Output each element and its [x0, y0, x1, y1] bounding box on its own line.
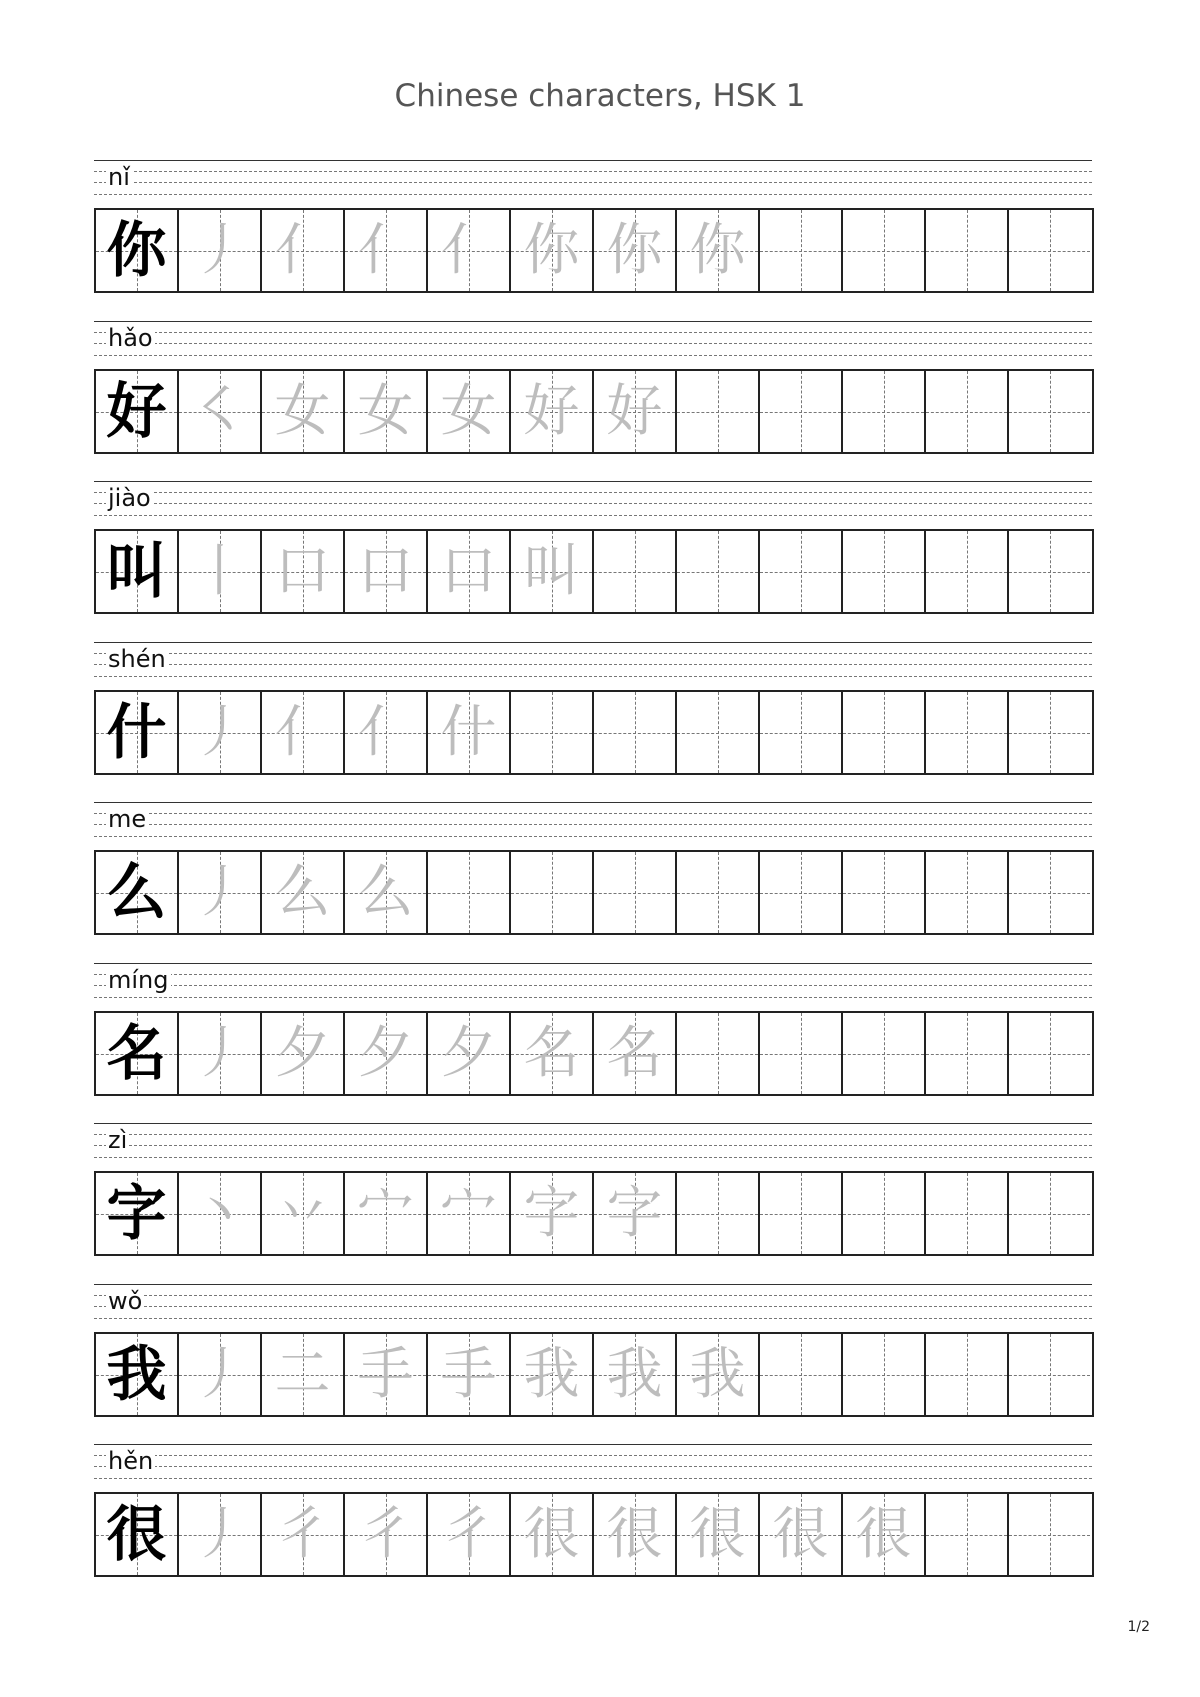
practice-cell[interactable]	[760, 210, 843, 291]
guide-line	[94, 182, 1092, 183]
model-character-cell	[96, 1334, 179, 1415]
stroke-order-step: 你	[606, 217, 663, 283]
stroke-order-step: 丿	[191, 1341, 248, 1407]
practice-cell[interactable]	[1009, 210, 1090, 291]
stroke-order-step: 女	[357, 378, 414, 444]
practice-cell[interactable]	[428, 1494, 511, 1575]
stroke-order-step: 你	[523, 217, 580, 283]
tian-grid	[94, 529, 1094, 614]
practice-cell[interactable]	[677, 1334, 760, 1415]
practice-cell[interactable]	[843, 1494, 926, 1575]
practice-row	[94, 802, 1092, 942]
practice-cell[interactable]	[345, 371, 428, 452]
stroke-order-step: 我	[689, 1341, 746, 1407]
guide-line	[94, 481, 1092, 482]
stroke-order-step: 口	[440, 538, 497, 604]
practice-cell[interactable]	[843, 210, 926, 291]
practice-cell[interactable]	[428, 1334, 511, 1415]
practice-cell[interactable]	[179, 692, 262, 773]
practice-cell[interactable]	[511, 1173, 594, 1254]
pinyin-guide	[94, 802, 1092, 840]
stroke-order-step: 我	[606, 1341, 663, 1407]
guide-line	[94, 1295, 1092, 1296]
practice-cell[interactable]	[1009, 1334, 1090, 1415]
practice-cell[interactable]	[511, 1013, 594, 1094]
practice-cell[interactable]	[179, 1173, 262, 1254]
pinyin-guide	[94, 321, 1092, 359]
pinyin-guide	[94, 1123, 1092, 1161]
practice-cell[interactable]	[843, 371, 926, 452]
practice-cell[interactable]	[345, 210, 428, 291]
stroke-order-step: 字	[606, 1180, 663, 1246]
model-character-cell	[96, 531, 179, 612]
practice-cell[interactable]	[179, 1013, 262, 1094]
practice-cell[interactable]	[345, 1334, 428, 1415]
stroke-order-step: 手	[440, 1341, 497, 1407]
guide-line	[94, 813, 1092, 814]
stroke-order-step: 二	[274, 1341, 331, 1407]
practice-cell[interactable]	[179, 1494, 262, 1575]
pinyin-guide	[94, 1284, 1092, 1322]
stroke-order-step: 丨	[191, 538, 248, 604]
practice-cell[interactable]	[511, 371, 594, 452]
guide-line	[94, 664, 1092, 665]
practice-cell[interactable]	[594, 1013, 677, 1094]
stroke-order-step: 你	[689, 217, 746, 283]
practice-cell[interactable]	[843, 1334, 926, 1415]
stroke-order-step: 亻	[274, 699, 331, 765]
tian-grid	[94, 850, 1094, 935]
guide-line	[94, 160, 1092, 161]
stroke-order-step: 好	[523, 378, 580, 444]
pinyin-label: wǒ	[108, 1287, 143, 1315]
guide-line	[94, 824, 1092, 825]
guide-line	[94, 343, 1092, 344]
guide-line	[94, 503, 1092, 504]
guide-line	[94, 321, 1092, 322]
practice-cell[interactable]	[760, 852, 843, 933]
practice-cell[interactable]	[1009, 692, 1090, 773]
practice-cell[interactable]	[428, 371, 511, 452]
practice-row	[94, 481, 1092, 621]
practice-cell[interactable]	[345, 531, 428, 612]
stroke-order-step: 亻	[440, 217, 497, 283]
tian-grid	[94, 1171, 1094, 1256]
stroke-order-step: 彳	[357, 1501, 414, 1567]
stroke-order-step: 彳	[440, 1501, 497, 1567]
guide-line	[94, 492, 1092, 493]
model-character-cell	[96, 692, 179, 773]
practice-cell[interactable]	[262, 531, 345, 612]
guide-line	[94, 963, 1092, 964]
practice-cell[interactable]	[760, 531, 843, 612]
practice-cell[interactable]	[1009, 1013, 1090, 1094]
practice-cell[interactable]	[677, 852, 760, 933]
practice-cell[interactable]	[428, 852, 511, 933]
stroke-order-step: 亻	[357, 217, 414, 283]
practice-cell[interactable]	[926, 692, 1009, 773]
pinyin-guide	[94, 642, 1092, 680]
pinyin-label: me	[108, 805, 147, 833]
pinyin-label: nǐ	[108, 163, 130, 191]
model-character: 字	[106, 1178, 167, 1249]
practice-cell[interactable]	[926, 1494, 1009, 1575]
practice-cell[interactable]	[677, 1173, 760, 1254]
stroke-order-step: 很	[689, 1501, 746, 1567]
stroke-order-step: 女	[440, 378, 497, 444]
stroke-order-step: ㇛	[191, 378, 248, 444]
stroke-order-step: 很	[523, 1501, 580, 1567]
stroke-order-step: 丿	[191, 1020, 248, 1086]
guide-line	[94, 1306, 1092, 1307]
stroke-order-step: 丿	[191, 1501, 248, 1567]
practice-cell[interactable]	[428, 692, 511, 773]
practice-cell[interactable]	[179, 852, 262, 933]
practice-cell[interactable]	[428, 1013, 511, 1094]
guide-line	[94, 676, 1092, 677]
model-character-cell	[96, 1173, 179, 1254]
page-title: Chinese characters, HSK 1	[394, 78, 806, 114]
pinyin-guide	[94, 481, 1092, 519]
practice-cell[interactable]	[511, 852, 594, 933]
stroke-order-step: 亻	[274, 217, 331, 283]
stroke-order-step: 手	[357, 1341, 414, 1407]
practice-cell[interactable]	[179, 371, 262, 452]
stroke-order-step: 夕	[440, 1020, 497, 1086]
guide-line	[94, 1157, 1092, 1158]
practice-cell[interactable]	[760, 1013, 843, 1094]
stroke-order-step: 名	[606, 1020, 663, 1086]
guide-line	[94, 1145, 1092, 1146]
model-character-cell	[96, 852, 179, 933]
model-character-cell	[96, 210, 179, 291]
practice-cell[interactable]	[1009, 371, 1090, 452]
pinyin-label: hǎo	[108, 324, 153, 352]
practice-cell[interactable]	[1009, 1173, 1090, 1254]
stroke-order-step: 什	[440, 699, 497, 765]
practice-cell[interactable]	[262, 371, 345, 452]
practice-cell[interactable]	[511, 210, 594, 291]
guide-line	[94, 653, 1092, 654]
pinyin-label: míng	[108, 966, 169, 994]
guide-line	[94, 1123, 1092, 1124]
stroke-order-step: 很	[855, 1501, 912, 1567]
practice-cell[interactable]	[926, 531, 1009, 612]
stroke-order-step: 很	[772, 1501, 829, 1567]
practice-cell[interactable]	[428, 1173, 511, 1254]
stroke-order-step: 么	[357, 859, 414, 925]
practice-cell[interactable]	[345, 1494, 428, 1575]
practice-cell[interactable]	[594, 371, 677, 452]
practice-cell[interactable]	[760, 371, 843, 452]
practice-cell[interactable]	[926, 371, 1009, 452]
practice-row	[94, 1444, 1092, 1584]
guide-line	[94, 1134, 1092, 1135]
stroke-order-step: 好	[606, 378, 663, 444]
practice-cell[interactable]	[677, 371, 760, 452]
tian-grid	[94, 1332, 1094, 1417]
practice-cell[interactable]	[345, 852, 428, 933]
practice-cell[interactable]	[594, 210, 677, 291]
tian-grid	[94, 1011, 1094, 1096]
guide-line	[94, 802, 1092, 803]
guide-line	[94, 1284, 1092, 1285]
stroke-order-step: 名	[523, 1020, 580, 1086]
practice-cell[interactable]	[262, 210, 345, 291]
guide-line	[94, 642, 1092, 643]
practice-row	[94, 1123, 1092, 1263]
stroke-order-step: 丿	[191, 699, 248, 765]
stroke-order-step: 丿	[191, 859, 248, 925]
stroke-order-step: 叫	[523, 538, 580, 604]
practice-row	[94, 963, 1092, 1103]
practice-cell[interactable]	[594, 531, 677, 612]
stroke-order-step: 彳	[274, 1501, 331, 1567]
stroke-order-step: 宀	[357, 1180, 414, 1246]
practice-row	[94, 642, 1092, 782]
stroke-order-step: 女	[274, 378, 331, 444]
tian-grid	[94, 208, 1094, 293]
tian-grid	[94, 690, 1094, 775]
model-character-cell	[96, 371, 179, 452]
pinyin-label: shén	[108, 645, 166, 673]
practice-cell[interactable]	[262, 692, 345, 773]
guide-line	[94, 997, 1092, 998]
stroke-order-step: 亻	[357, 699, 414, 765]
practice-cell[interactable]	[262, 1334, 345, 1415]
practice-cell[interactable]	[926, 1013, 1009, 1094]
stroke-order-step: 丿	[191, 217, 248, 283]
practice-cell[interactable]	[677, 1013, 760, 1094]
practice-cell[interactable]	[760, 1173, 843, 1254]
stroke-order-step: 么	[274, 859, 331, 925]
practice-cell[interactable]	[843, 692, 926, 773]
model-character: 什	[106, 697, 167, 768]
practice-cell[interactable]	[1009, 852, 1090, 933]
stroke-order-step: 夕	[357, 1020, 414, 1086]
practice-cell[interactable]	[594, 692, 677, 773]
guide-line	[94, 332, 1092, 333]
stroke-order-step: 很	[606, 1501, 663, 1567]
pinyin-label: jiào	[108, 484, 151, 512]
model-character-cell	[96, 1494, 179, 1575]
guide-line	[94, 1466, 1092, 1467]
practice-cell[interactable]	[677, 210, 760, 291]
practice-cell[interactable]	[345, 1173, 428, 1254]
model-character: 很	[106, 1499, 167, 1570]
practice-cell[interactable]	[760, 1494, 843, 1575]
stroke-order-step: 口	[357, 538, 414, 604]
practice-cell[interactable]	[511, 1334, 594, 1415]
stroke-order-step: 我	[523, 1341, 580, 1407]
pinyin-label: zì	[108, 1126, 128, 1154]
model-character: 么	[106, 857, 167, 928]
practice-cell[interactable]	[843, 1013, 926, 1094]
practice-cell[interactable]	[760, 692, 843, 773]
guide-line	[94, 985, 1092, 986]
practice-cell[interactable]	[926, 852, 1009, 933]
practice-cell[interactable]	[428, 210, 511, 291]
guide-line	[94, 1318, 1092, 1319]
practice-cell[interactable]	[594, 1334, 677, 1415]
practice-cell[interactable]	[262, 1173, 345, 1254]
guide-line	[94, 194, 1092, 195]
model-character: 好	[106, 376, 167, 447]
pinyin-guide	[94, 963, 1092, 1001]
practice-cell[interactable]	[511, 531, 594, 612]
pinyin-guide	[94, 160, 1092, 198]
practice-cell[interactable]	[1009, 531, 1090, 612]
practice-cell[interactable]	[594, 1173, 677, 1254]
guide-line	[94, 836, 1092, 837]
model-character: 名	[106, 1018, 167, 1089]
practice-cell[interactable]	[1009, 1494, 1090, 1575]
practice-cell[interactable]	[428, 531, 511, 612]
practice-cell[interactable]	[843, 1173, 926, 1254]
guide-line	[94, 1455, 1092, 1456]
stroke-order-step: 口	[274, 538, 331, 604]
stroke-order-step: 字	[523, 1180, 580, 1246]
model-character: 我	[106, 1339, 167, 1410]
practice-cell[interactable]	[926, 1173, 1009, 1254]
practice-cell[interactable]	[677, 1494, 760, 1575]
practice-row	[94, 160, 1092, 300]
practice-cell[interactable]	[345, 692, 428, 773]
stroke-order-step: 丷	[274, 1180, 331, 1246]
practice-row	[94, 1284, 1092, 1424]
stroke-order-step: 丶	[191, 1180, 248, 1246]
guide-line	[94, 515, 1092, 516]
model-character-cell	[96, 1013, 179, 1094]
pinyin-guide	[94, 1444, 1092, 1482]
tian-grid	[94, 1492, 1094, 1577]
practice-cell[interactable]	[262, 852, 345, 933]
guide-line	[94, 171, 1092, 172]
pinyin-label: hěn	[108, 1447, 154, 1475]
page-number: 1/2	[1127, 1619, 1150, 1635]
practice-cell[interactable]	[594, 852, 677, 933]
guide-line	[94, 1478, 1092, 1479]
practice-cell[interactable]	[179, 1334, 262, 1415]
practice-cell[interactable]	[179, 531, 262, 612]
practice-cell[interactable]	[345, 1013, 428, 1094]
practice-cell[interactable]	[677, 692, 760, 773]
model-character: 叫	[106, 536, 167, 607]
practice-cell[interactable]	[926, 1334, 1009, 1415]
tian-grid	[94, 369, 1094, 454]
model-character: 你	[106, 215, 167, 286]
practice-cell[interactable]	[262, 1494, 345, 1575]
stroke-order-step: 宀	[440, 1180, 497, 1246]
practice-cell[interactable]	[262, 1013, 345, 1094]
practice-cell[interactable]	[179, 210, 262, 291]
practice-cell[interactable]	[760, 1334, 843, 1415]
practice-cell[interactable]	[843, 531, 926, 612]
stroke-order-step: 夕	[274, 1020, 331, 1086]
practice-cell[interactable]	[677, 531, 760, 612]
practice-cell[interactable]	[594, 1494, 677, 1575]
guide-line	[94, 355, 1092, 356]
practice-row	[94, 321, 1092, 461]
practice-cell[interactable]	[511, 1494, 594, 1575]
practice-cell[interactable]	[511, 692, 594, 773]
practice-cell[interactable]	[843, 852, 926, 933]
guide-line	[94, 974, 1092, 975]
guide-line	[94, 1444, 1092, 1445]
practice-cell[interactable]	[926, 210, 1009, 291]
